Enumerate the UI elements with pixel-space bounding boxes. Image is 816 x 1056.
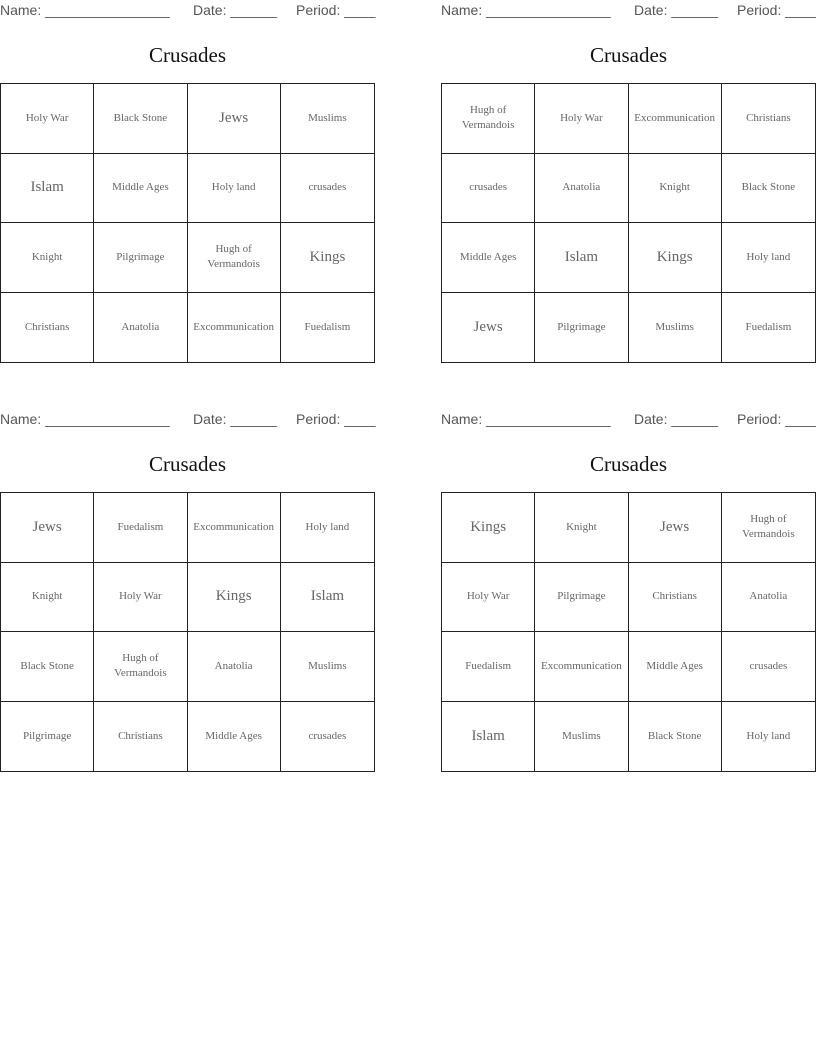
period-field-label: Period: ____: [296, 2, 376, 18]
bingo-cell: Fuedalism: [745, 320, 792, 333]
bingo-cell: Black Stone: [722, 154, 815, 224]
bingo-cell: Holy War: [94, 563, 187, 633]
bingo-cell: Pilgrimage: [535, 293, 628, 363]
bingo-cell: Anatolia: [535, 154, 628, 224]
bingo-cell: Muslims: [629, 293, 722, 363]
bingo-cell: Islam: [535, 223, 628, 293]
bingo-cell: Muslims: [281, 84, 374, 154]
bingo-cell: Knight: [1, 223, 94, 293]
bingo-grid: [0, 492, 375, 772]
bingo-cell: Anatolia: [722, 563, 815, 633]
date-field-label: Date: ______: [193, 2, 278, 18]
bingo-cell: Islam: [281, 563, 374, 633]
bingo-cell: Hugh of Vermandois: [722, 493, 815, 563]
bingo-cell: Kings: [281, 223, 374, 293]
card-header: [0, 411, 380, 429]
bingo-cell: Excommunication: [535, 632, 628, 702]
bingo-cell: Middle Ages: [188, 702, 281, 772]
card-title: Crusades: [590, 452, 667, 476]
bingo-cell: crusades: [308, 729, 347, 742]
bingo-cell: Hugh of Vermandois: [442, 84, 535, 154]
bingo-cell: Muslims: [281, 632, 374, 702]
bingo-cell: Holy War: [535, 84, 628, 154]
bingo-cell: Excommunication: [188, 493, 281, 563]
bingo-cell: Holy War: [1, 84, 94, 154]
bingo-cell: Pilgrimage: [1, 702, 94, 772]
card-title: Crusades: [149, 452, 226, 476]
card-header: [441, 2, 816, 20]
bingo-cell: Anatolia: [188, 632, 281, 702]
bingo-cell: Black Stone: [1, 632, 94, 702]
date-field-label: Date: ______: [193, 411, 278, 427]
bingo-grid: [441, 492, 816, 772]
name-field-label: Name: ________________: [441, 411, 611, 427]
bingo-cell: Christians: [94, 702, 187, 772]
bingo-cell: Black Stone: [94, 84, 187, 154]
bingo-cell: Holy land: [188, 154, 281, 224]
bingo-cell: Fuedalism: [442, 632, 535, 702]
date-field-label: Date: ______: [634, 2, 719, 18]
period-field-label: Period: ____: [737, 2, 816, 18]
period-field-label: Period: ____: [296, 411, 376, 427]
bingo-cell: Hugh of Vermandois: [188, 223, 281, 293]
bingo-cell: Knight: [535, 493, 628, 563]
bingo-cell: Holy land: [722, 223, 815, 293]
bingo-cell: Black Stone: [629, 702, 722, 772]
name-field-label: Name: ________________: [0, 2, 170, 18]
bingo-cell: Middle Ages: [442, 223, 535, 293]
bingo-cell: Islam: [1, 154, 94, 224]
card-header: [441, 411, 816, 429]
bingo-cell: Hugh of Vermandois: [94, 632, 187, 702]
bingo-cell: Christians: [1, 293, 94, 363]
bingo-cell: Kings: [629, 223, 722, 293]
bingo-grid: [441, 83, 816, 363]
bingo-cell: Knight: [629, 154, 722, 224]
bingo-cell: Pilgrimage: [94, 223, 187, 293]
bingo-cell: Jews: [1, 493, 94, 563]
bingo-cell: Holy War: [442, 563, 535, 633]
name-field-label: Name: ________________: [0, 411, 170, 427]
bingo-cell: Holy land: [281, 493, 374, 563]
bingo-cell: Knight: [1, 563, 94, 633]
card-header: [0, 2, 380, 20]
bingo-cell: Kings: [188, 563, 281, 633]
bingo-cell: Holy land: [746, 729, 791, 742]
bingo-cell: Jews: [442, 293, 535, 363]
bingo-cell: Middle Ages: [94, 154, 187, 224]
period-field-label: Period: ____: [737, 411, 816, 427]
bingo-cell: Kings: [442, 493, 535, 563]
bingo-cell: crusades: [442, 154, 535, 224]
bingo-cell: Fuedalism: [304, 320, 351, 333]
bingo-cell: Jews: [629, 493, 722, 563]
bingo-cell: crusades: [281, 154, 374, 224]
card-title: Crusades: [590, 43, 667, 67]
bingo-cell: crusades: [722, 632, 815, 702]
bingo-cell: Excommunication: [188, 293, 281, 363]
bingo-cell: Middle Ages: [629, 632, 722, 702]
bingo-cell: Christians: [722, 84, 815, 154]
bingo-cell: Excommunication: [629, 84, 722, 154]
bingo-cell: Anatolia: [94, 293, 187, 363]
bingo-cell: Islam: [442, 702, 535, 772]
name-field-label: Name: ________________: [441, 2, 611, 18]
card-title: Crusades: [149, 43, 226, 67]
bingo-cell: Jews: [188, 84, 281, 154]
bingo-cell: Muslims: [535, 702, 628, 772]
bingo-cell: Christians: [629, 563, 722, 633]
bingo-cell: Pilgrimage: [535, 563, 628, 633]
bingo-cell: Fuedalism: [94, 493, 187, 563]
date-field-label: Date: ______: [634, 411, 719, 427]
bingo-grid: [0, 83, 375, 363]
